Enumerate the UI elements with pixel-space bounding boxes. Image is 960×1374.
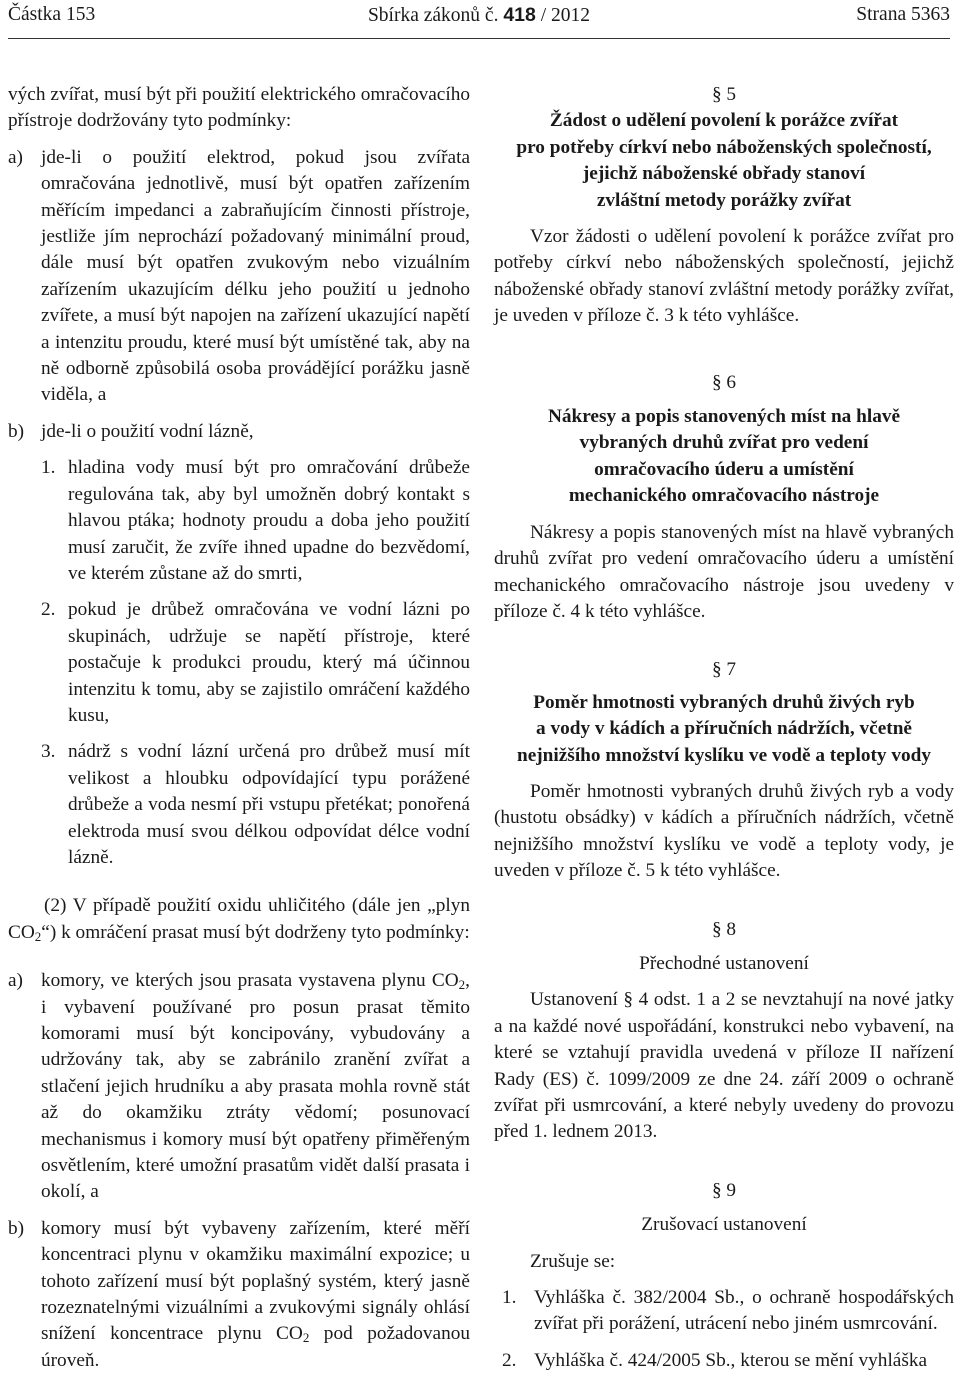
section-9-number: § 9 <box>711 1179 737 1201</box>
list-item-b-co2 <box>8 1216 470 1374</box>
section-6-text: Nákresy a popis stanovených míst na hlavě vybraných druhů zvířat pro vedení omračovacího úderu a umístění mechanického omračovacího nástroje jsou uvedeny v příloze č. 4 k této vyhlášce. <box>494 521 954 622</box>
section-title-line: Poměr hmotnosti vybraných druhů živých ryb <box>533 691 915 713</box>
list-text-end: pod požadovanou úroveň. <box>41 1323 470 1371</box>
right-column <box>494 82 954 1374</box>
section-title-line: omračovacího úderu a umístění <box>594 458 854 480</box>
repeal-text: Vyhláška č. 382/2004 Sb., o ochraně hospodářských zvířat při porážení, utrácení nebo jiném usmrcování. <box>534 1287 954 1335</box>
list-item-a-co2 <box>8 968 470 1206</box>
paragraph-2-text: (2) V případě použití oxidu uhličitého (dále jen „plyn CO <box>8 895 470 943</box>
subscript: 2 <box>302 1330 310 1346</box>
sublist-number: 2. <box>41 599 56 621</box>
list-text <box>41 970 470 1202</box>
header-collection-prefix: Sbírka zákonů č. <box>367 5 499 26</box>
paragraph-2-text-end: “) k omráčení prasat musí být dodrženy tyto podmínky: <box>41 921 470 943</box>
section-title-line: zvláštní metody porážky zvířat <box>596 189 852 211</box>
section-5-text: Vzor žádosti o udělení povolení k porážce zvířat pro potřeby církví nebo náboženských společností, jejichž náboženské obřady stanoví zvláštní metody porážky zvířat, je uveden v příloze č. 3 k této vyhlášce. <box>494 226 954 327</box>
sublist-text: hladina vody musí být pro omračování drůbeže regulována tak, aby byl umožněn dobrý kontakt s hlavou ptáka; hodnoty proudu a doba jeho použití musí zaručit, že zvíře ihned upadne do bezvědomí, ve kterém zůstane až do smrti, <box>68 457 470 584</box>
section-8-number: § 8 <box>711 918 737 940</box>
section-7-text: Poměr hmotnosti vybraných druhů živých ryb a vody (hustotu obsádky) v kádích a příručních nádržích, včetně nejnižšího množství kyslíku ve vodě a teploty vody, je uveden v příloze č. 5 k této vyhlášce. <box>494 780 954 882</box>
section-9-intro: Zrušuje se: <box>530 1250 616 1272</box>
list-text-start: komory musí být vybaveny zařízením, které měří koncentraci plynu v okamžiku maximální expozice; u tohoto zařízení musí být poplašný systém, který jasně rozeznatelnými vizuálními a zvukovými signály ohlásí snížení koncentrace plynu CO <box>41 1217 470 1345</box>
section-6-title <box>494 404 954 510</box>
section-title-line: a vody v kádích a příručních nádržích, včetně <box>536 718 912 740</box>
section-9-title: Zrušovací ustanovení <box>641 1214 807 1236</box>
list-text-start: komory, ve kterých jsou prasata vystavena plynu CO <box>41 970 459 992</box>
list-text <box>41 1218 470 1371</box>
sublist-text: nádrž s vodní lázní určená pro drůbež musí mít velikost a hloubku odpovídající typu porážené drůbeže a voda nesmí při vstupu přetékat; ponořená elektroda musí svou délkou odpovídat délce vodní lázně. <box>68 741 470 868</box>
section-title-line: pro potřeby církví nebo náboženských společností, <box>516 136 932 158</box>
repeal-item <box>494 1285 954 1338</box>
subscript: 2 <box>458 977 466 993</box>
section-7-number: § 7 <box>711 659 737 681</box>
page-header <box>8 2 950 30</box>
section-5-number: § 5 <box>711 84 737 105</box>
section-title-line: mechanického omračovacího nástroje <box>568 485 880 507</box>
header-issue: Částka 153 <box>8 4 96 25</box>
list-label: a) <box>8 970 23 992</box>
sublist-item <box>8 597 470 729</box>
section-8-title: Přechodné ustanovení <box>639 952 809 974</box>
list-text: jde-li o použití elektrod, pokud jsou zvířata omračována jednotlivě, musí být opatřen zařízením měřícím impedanci a zabraňujícím činnosti přístroje, jestliže jím neprochází požadovaný minimální proud, dále musí být opatřen zvukovým nebo vizuálním zařízením ukazujícím délku jeho použití u jednoho zvířete, a musí být napojen na zařízení ukazující napětí a intenzitu proudu, které musí být umístěné tak, aby na ně odborně způsobilá osoba provádějící porážku jasně viděla, a <box>41 146 470 406</box>
sublist-text: pokud je drůbež omračována ve vodní lázni po skupinách, udržuje se napětí přístroje, které postačuje k produkci proudu, který má účinnou intenzitu k tomu, aby se zajistilo omráčení každého kusu, <box>68 599 470 726</box>
list-item-a <box>8 145 470 409</box>
section-title-line: vybraných druhů zvířat pro vedení <box>579 432 869 454</box>
intro-paragraph: vých zvířat, musí být při použití elektrického omračovacího přístroje dodržovány tyto podmínky: <box>8 84 470 132</box>
repeal-list <box>494 1285 954 1374</box>
section-title-line: nejnižšího množství kyslíku ve vodě a teploty vody <box>516 744 932 766</box>
list-label: a) <box>8 146 23 168</box>
section-title-line: Žádost o udělení povolení k porážce zvířat <box>549 110 899 132</box>
header-year: / 2012 <box>540 5 591 26</box>
repeal-number: 1. <box>502 1287 517 1309</box>
section-title-line: Nákresy a popis stanovených míst na hlavě <box>547 406 901 428</box>
list-text: jde-li o použití vodní lázně, <box>41 420 254 442</box>
repeal-text: Vyhláška č. 424/2005 Sb., kterou se mění vyhláška <box>534 1349 928 1371</box>
repeal-number: 2. <box>502 1349 517 1371</box>
section-8-text: Ustanovení § 4 odst. 1 a 2 se nevztahují na nové jatky a na každé nové uspořádání, konstrukci nebo vybavení, na které se vztahují pravidla uvedená v příloze II nařízení Rady (ES) č. 1099/2009 ze dne 24. září 2009 o ochraně zvířat při usmrcování, a které nebyly uvedeny do provozu před 1. lednem 2013. <box>494 989 954 1143</box>
list-label: b) <box>8 420 25 442</box>
sublist-item <box>8 455 470 587</box>
sublist-number: 1. <box>41 457 56 479</box>
section-5-title <box>494 108 954 214</box>
section-7-title <box>494 690 954 769</box>
list-item-b <box>8 419 470 445</box>
section-title-line: jejichž náboženské obřady stanoví <box>582 163 866 185</box>
section-6-number: § 6 <box>711 371 737 393</box>
repeal-item <box>494 1348 954 1374</box>
list-label: b) <box>8 1217 25 1239</box>
header-law-number: 418 <box>503 4 536 26</box>
left-column <box>8 82 470 1374</box>
sublist-number: 3. <box>41 741 56 763</box>
sublist-item <box>8 739 470 871</box>
header-page: Strana 5363 <box>856 4 950 25</box>
header-collection <box>8 2 950 29</box>
subscript: 2 <box>34 928 42 944</box>
header-rule <box>8 38 950 39</box>
list-text-end: , i vybavení používané pro posun prasat těmito komorami musí být koncipovány, vybudovány a udržovány tak, aby se zabránilo zranění zvířat a stlačení jejich hrudníku a aby prasata mohla rovně stát až do okamžiku ztráty vědomí; posunovací mechanismus i komory musí být opatřeny přiměřeným osvětlením, které umožní prasatům vidět další prasata i okolí, a <box>41 970 470 1203</box>
paragraph-2 <box>8 893 470 946</box>
